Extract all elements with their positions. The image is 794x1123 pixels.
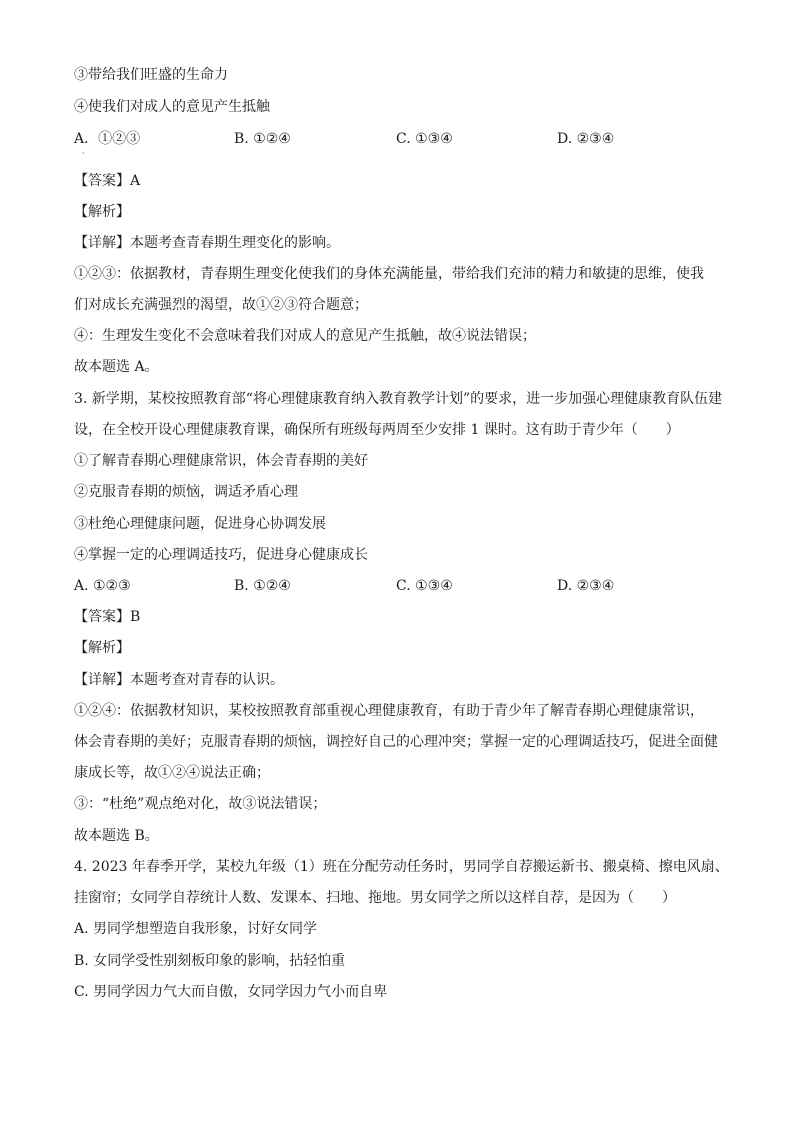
q2-conclusion: 故本题选 A。 bbox=[74, 359, 159, 375]
q3-statement-2: ②克服青春期的烦恼，调适矛盾心理 bbox=[74, 484, 298, 500]
q3-option-d: D. ②③④ bbox=[557, 578, 615, 594]
stray-dot-mark: · bbox=[82, 149, 85, 158]
q2-option-b: B. ①②④ bbox=[234, 131, 291, 147]
q3-answer: 【答案】B bbox=[74, 609, 141, 625]
q3-explanation-line: 体会青春期的美好；克服青春期的烦恼，调控好自己的心理冲突；掌握一定的心理调适技巧，促进全面健 bbox=[74, 734, 718, 750]
q3-explanation-line: ①②④：依据教材知识，某校按照教育部重视心理健康教育，有助于青少年了解青春期心理健康常识， bbox=[74, 703, 704, 719]
q2-option-d: D. ②③④ bbox=[557, 131, 615, 147]
q3-explanation-line: 康成长等，故①②④说法正确； bbox=[74, 765, 270, 781]
q4-stem-line: 挂窗帘；女同学自荐统计人数、发课本、扫地、拖地。男女同学之所以这样自荐，是因为（ ） bbox=[74, 890, 676, 906]
q2-option-a: A．①②③ bbox=[74, 131, 141, 147]
q3-stem-line: 设，在全校开设心理健康教育课，确保所有班级每两周至少安排 1 课时。这有助于青少年（ ） bbox=[74, 422, 680, 438]
q3-statement-1: ①了解青春期心理健康常识，体会青春期的美好 bbox=[74, 453, 368, 469]
q4-option-b: B. 女同学受性别刻板印象的影响，拈轻怕重 bbox=[74, 953, 346, 969]
q3-conclusion: 故本题选 B。 bbox=[74, 828, 159, 844]
q2-option-c: C. ①③④ bbox=[396, 131, 453, 147]
q3-statement-4: ④掌握一定的心理调适技巧，促进身心健康成长 bbox=[74, 547, 368, 563]
q3-option-b: B. ①②④ bbox=[234, 578, 291, 594]
q2-explanation-line: ④：生理发生变化不会意味着我们对成人的意见产生抵触，故④说法错误； bbox=[74, 328, 536, 344]
q3-option-a: A. ①②③ bbox=[74, 578, 131, 594]
q2-explanation-line: ①②③：依据教材，青春期生理变化使我们的身体充满能量，带给我们充沛的精力和敏捷的思维，使我 bbox=[74, 266, 704, 282]
q2-explanation-line: 们对成长充满强烈的渴望，故①②③符合题意； bbox=[74, 297, 368, 313]
q2-answer: 【答案】A bbox=[74, 173, 141, 189]
q3-statement-3: ③杜绝心理健康问题，促进身心协调发展 bbox=[74, 516, 326, 532]
q2-detail-heading: 【详解】本题考查青春期生理变化的影响。 bbox=[74, 235, 340, 251]
q4-option-a: A. 男同学想塑造自我形象，讨好女同学 bbox=[74, 921, 318, 937]
q3-explanation-line: ③：“杜绝”观点绝对化，故③说法错误； bbox=[74, 796, 327, 812]
q4-stem-line: 4. 2023 年春季开学，某校九年级（1）班在分配劳动任务时，男同学自荐搬运新书、搬桌椅、擦电风扇、 bbox=[74, 859, 729, 875]
q3-detail-heading: 【详解】本题考查对青春的认识。 bbox=[74, 672, 284, 688]
q2-statement-4: ④使我们对成人的意见产生抵触 bbox=[74, 99, 270, 115]
q3-option-c: C. ①③④ bbox=[396, 578, 453, 594]
q3-stem-line: 3. 新学期，某校按照教育部“将心理健康教育纳入教育教学计划”的要求，进一步加强心理健康教育队伍建 bbox=[74, 391, 723, 407]
q3-analysis-heading: 【解析】 bbox=[74, 640, 130, 656]
q2-analysis-heading: 【解析】 bbox=[74, 204, 130, 220]
q4-option-c: C. 男同学因力气大而自傲，女同学因力气小而自卑 bbox=[74, 984, 388, 1000]
q2-statement-3: ③带给我们旺盛的生命力 bbox=[74, 67, 228, 83]
